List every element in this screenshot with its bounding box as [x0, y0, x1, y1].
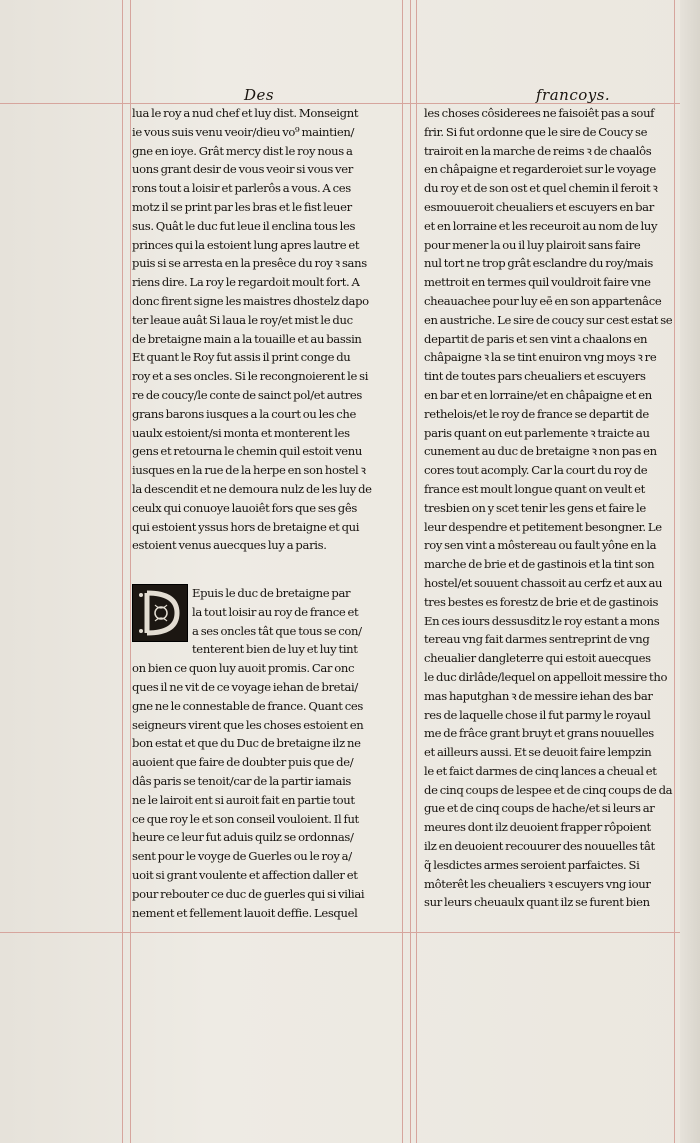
- text-line: ie vous suis venu veoir/dieu vo⁹ maintien/: [132, 124, 355, 139]
- text-line: mas haputghan ꝛ de messire iehan des bar: [424, 688, 653, 703]
- text-line: En ces iours dessusditz le roy estant a mons: [424, 613, 660, 628]
- text-line: Epuis le duc de bretaigne par: [192, 586, 351, 600]
- text-line: tint de toutes pars cheualiers et escuyers: [424, 369, 646, 384]
- text-line: gne en ioye. Grât mercy dist le roy nous a: [132, 143, 353, 158]
- text-line: nement et fellement lauoit deffie. Lesquel: [132, 905, 358, 920]
- text-line: gens et retourna le chemin quil estoit venu: [132, 444, 363, 459]
- text-line: bon estat et que du Duc de bretaigne ilz ne: [132, 736, 361, 751]
- text-line: princes qui la estoient lung apres lautre et: [132, 237, 360, 252]
- text-line: estoient venus auecques luy a paris.: [132, 538, 327, 553]
- text-line: ceulx qui conuoye lauoiêt fors que ses gês: [132, 500, 357, 515]
- text-line: sur leurs cheuaulx quant ilz se furent bien: [424, 895, 650, 910]
- rule-line: [410, 0, 411, 1143]
- text-line: ce que roy le et son conseil vouloient. Il fut: [132, 811, 359, 826]
- text-line: me de frâce grant bruyt et grans nouuelles: [424, 726, 654, 741]
- text-line: iusques en la rue de la herpe en son hostel ꝛ: [132, 463, 366, 478]
- rule-line: [122, 0, 123, 1143]
- text-line: la tout loisir au roy de france et: [192, 604, 359, 619]
- text-line: rons tout a loisir et parlerôs a vous. A ces: [132, 181, 351, 196]
- text-line: marche de brie et de gastinois et la tint son: [424, 557, 655, 572]
- text-line: uaulx estoient/si monta et monterent les: [132, 425, 350, 440]
- text-line: la descendit et ne demoura nulz de les luy de: [132, 481, 372, 496]
- text-line: pour mener la ou il luy plairoit sans faire: [424, 237, 641, 252]
- text-line: rethelois/et le roy de france se departit de: [424, 406, 649, 421]
- text-line: gue et de cinq coups de hache/et si leurs ar: [424, 801, 655, 816]
- text-line: ques il ne vit de ce voyage iehan de bretai/: [132, 679, 358, 694]
- rule-line: [416, 0, 417, 1143]
- text-line: en austriche. Le sire de coucy sur cest estat se: [424, 312, 673, 327]
- text-line: meures dont ilz deuoient frapper rôpoient: [424, 820, 651, 835]
- text-line: cores tout acomply. Car la court du roy de: [424, 463, 648, 478]
- text-line: q̃ lesdictes armes seroient parfaictes. Si: [424, 857, 640, 872]
- text-line: seigneurs virent que les choses estoient en: [132, 717, 364, 732]
- text-line: et en lorraine et les receuroit au nom de luy: [424, 218, 658, 233]
- text-line: on bien ce quon luy auoit promis. Car onc: [132, 661, 355, 676]
- left-column-top: [132, 104, 408, 555]
- text-line: grans barons iusques a la court ou les che: [132, 406, 357, 421]
- text-line: a ses oncles tât que tous se con/: [192, 623, 362, 638]
- running-head-left: Des: [244, 86, 275, 104]
- text-line: donc firent signe les maistres dhostelz dapo: [132, 293, 369, 308]
- text-line: tereau vng fait darmes sentreprint de vng: [424, 632, 650, 647]
- text-line: frir. Si fut ordonne que le sire de Coucy se: [424, 124, 648, 139]
- text-line: lua le roy a nud chef et luy dist. Monseignt: [132, 106, 359, 120]
- text-line: tenterent bien de luy et luy tint: [192, 642, 358, 657]
- text-line: motz il se print par les bras et le fist leuer: [132, 199, 352, 214]
- text-line: re de coucy/le conte de sainct pol/et autres: [132, 387, 363, 402]
- text-line: le et faict darmes de cinq lances a cheual et: [424, 763, 657, 778]
- rule-line: [0, 932, 700, 933]
- text-line: de bretaigne main a la touaille et au bassin: [132, 331, 362, 346]
- text-line: leur despendre et petitement besongner. Le: [424, 519, 662, 534]
- text-line: du roy et de son ost et quel chemin il feroit ꝛ: [424, 181, 658, 196]
- right-column: [424, 104, 686, 912]
- text-line: heure ce leur fut aduis quilz se ordonnas/: [132, 830, 354, 845]
- text-line: mettroit en termes quil vouldroit faire vne: [424, 275, 651, 290]
- text-line: tres bestes es forestz de brie et de gastinois: [424, 594, 659, 609]
- text-line: qui estoient yssus hors de bretaigne et qui: [132, 519, 360, 534]
- text-line: auoient que faire de doubter puis que de/: [132, 755, 354, 770]
- rule-line: [130, 0, 131, 1143]
- text-line: uoit si grant voulente et affection daller et: [132, 867, 358, 882]
- text-line: ilz en deuoient recouurer des nouuelles tât: [424, 839, 655, 854]
- text-line: res de laquelle chose il fut parmy le royaul: [424, 707, 651, 722]
- text-line: cheauachee pour luy eē en son appartenâce: [424, 293, 662, 308]
- text-line: paris quant on eut parlemente ꝛ traicte au: [424, 425, 650, 440]
- text-line: puis si se arresta en la presêce du roy ꝛ sans: [132, 256, 367, 271]
- text-line: roy et a ses oncles. Si le recongnoierent le si: [132, 369, 369, 384]
- text-line: môterêt les cheualiers ꝛ escuyers vng iour: [424, 876, 651, 891]
- text-line: pour rebouter ce duc de guerles qui si viliai: [132, 886, 365, 901]
- text-line: france est moult longue quant on veult et: [424, 481, 645, 496]
- text-line: ne le lairoit ent si auroit fait en partie tout: [132, 792, 355, 807]
- text-line: hostel/et souuent chassoit au cerfz et aux au: [424, 575, 663, 590]
- text-line: châpaigne ꝛ la se tint enuiron vng moys ꝛ re: [424, 350, 657, 365]
- text-line: uons grant desir de vous veoir si vous ver: [132, 162, 353, 177]
- text-line: et ailleurs aussi. Et se deuoit faire lempzin: [424, 745, 652, 760]
- text-line: riens dire. La roy le regardoit moult fort. A: [132, 275, 360, 290]
- text-line: gne ne le connestable de france. Quant ces: [132, 698, 363, 713]
- text-line: de cinq coups de lespee et de cinq coups de da: [424, 782, 673, 797]
- text-line: les choses côsiderees ne faisoiêt pas a souf: [424, 106, 655, 120]
- text-line: en châpaigne et regarderoiet sur le voyage: [424, 162, 656, 177]
- text-line: cheualier dangleterre qui estoit auecques: [424, 651, 651, 666]
- text-line: cunement au duc de bretaigne ꝛ non pas en: [424, 444, 657, 459]
- text-line: tresbien on y scet tenir les gens et faire le: [424, 500, 646, 515]
- text-line: sus. Quât le duc fut leue il enclina tous les: [132, 218, 356, 233]
- text-line: nul tort ne trop grât esclandre du roy/mais: [424, 256, 653, 271]
- text-line: roy sen vint a môstereau ou fault yône en la: [424, 538, 657, 553]
- left-column-bottom: [132, 584, 408, 922]
- text-line: sent pour le voyge de Guerles ou le roy a/: [132, 849, 352, 864]
- text-line: dâs paris se tenoit/car de la partir iamais: [132, 773, 352, 788]
- text-line: esmouueroit cheualiers et escuyers en bar: [424, 199, 654, 214]
- text-line: ter leaue auât Si laua le roy/et mist le duc: [132, 312, 353, 327]
- text-line: trairoit en la marche de reims ꝛ de chaalôs: [424, 143, 652, 158]
- running-head-right: francoys.: [536, 86, 611, 104]
- text-line: departit de paris et sen vint a chaalons en: [424, 331, 648, 346]
- text-line: le duc dirlâde/lequel on appelloit messire tho: [424, 669, 668, 684]
- text-line: en bar et en lorraine/et en châpaigne et en: [424, 387, 652, 402]
- text-line: Et quant le Roy fut assis il print conge du: [132, 350, 351, 365]
